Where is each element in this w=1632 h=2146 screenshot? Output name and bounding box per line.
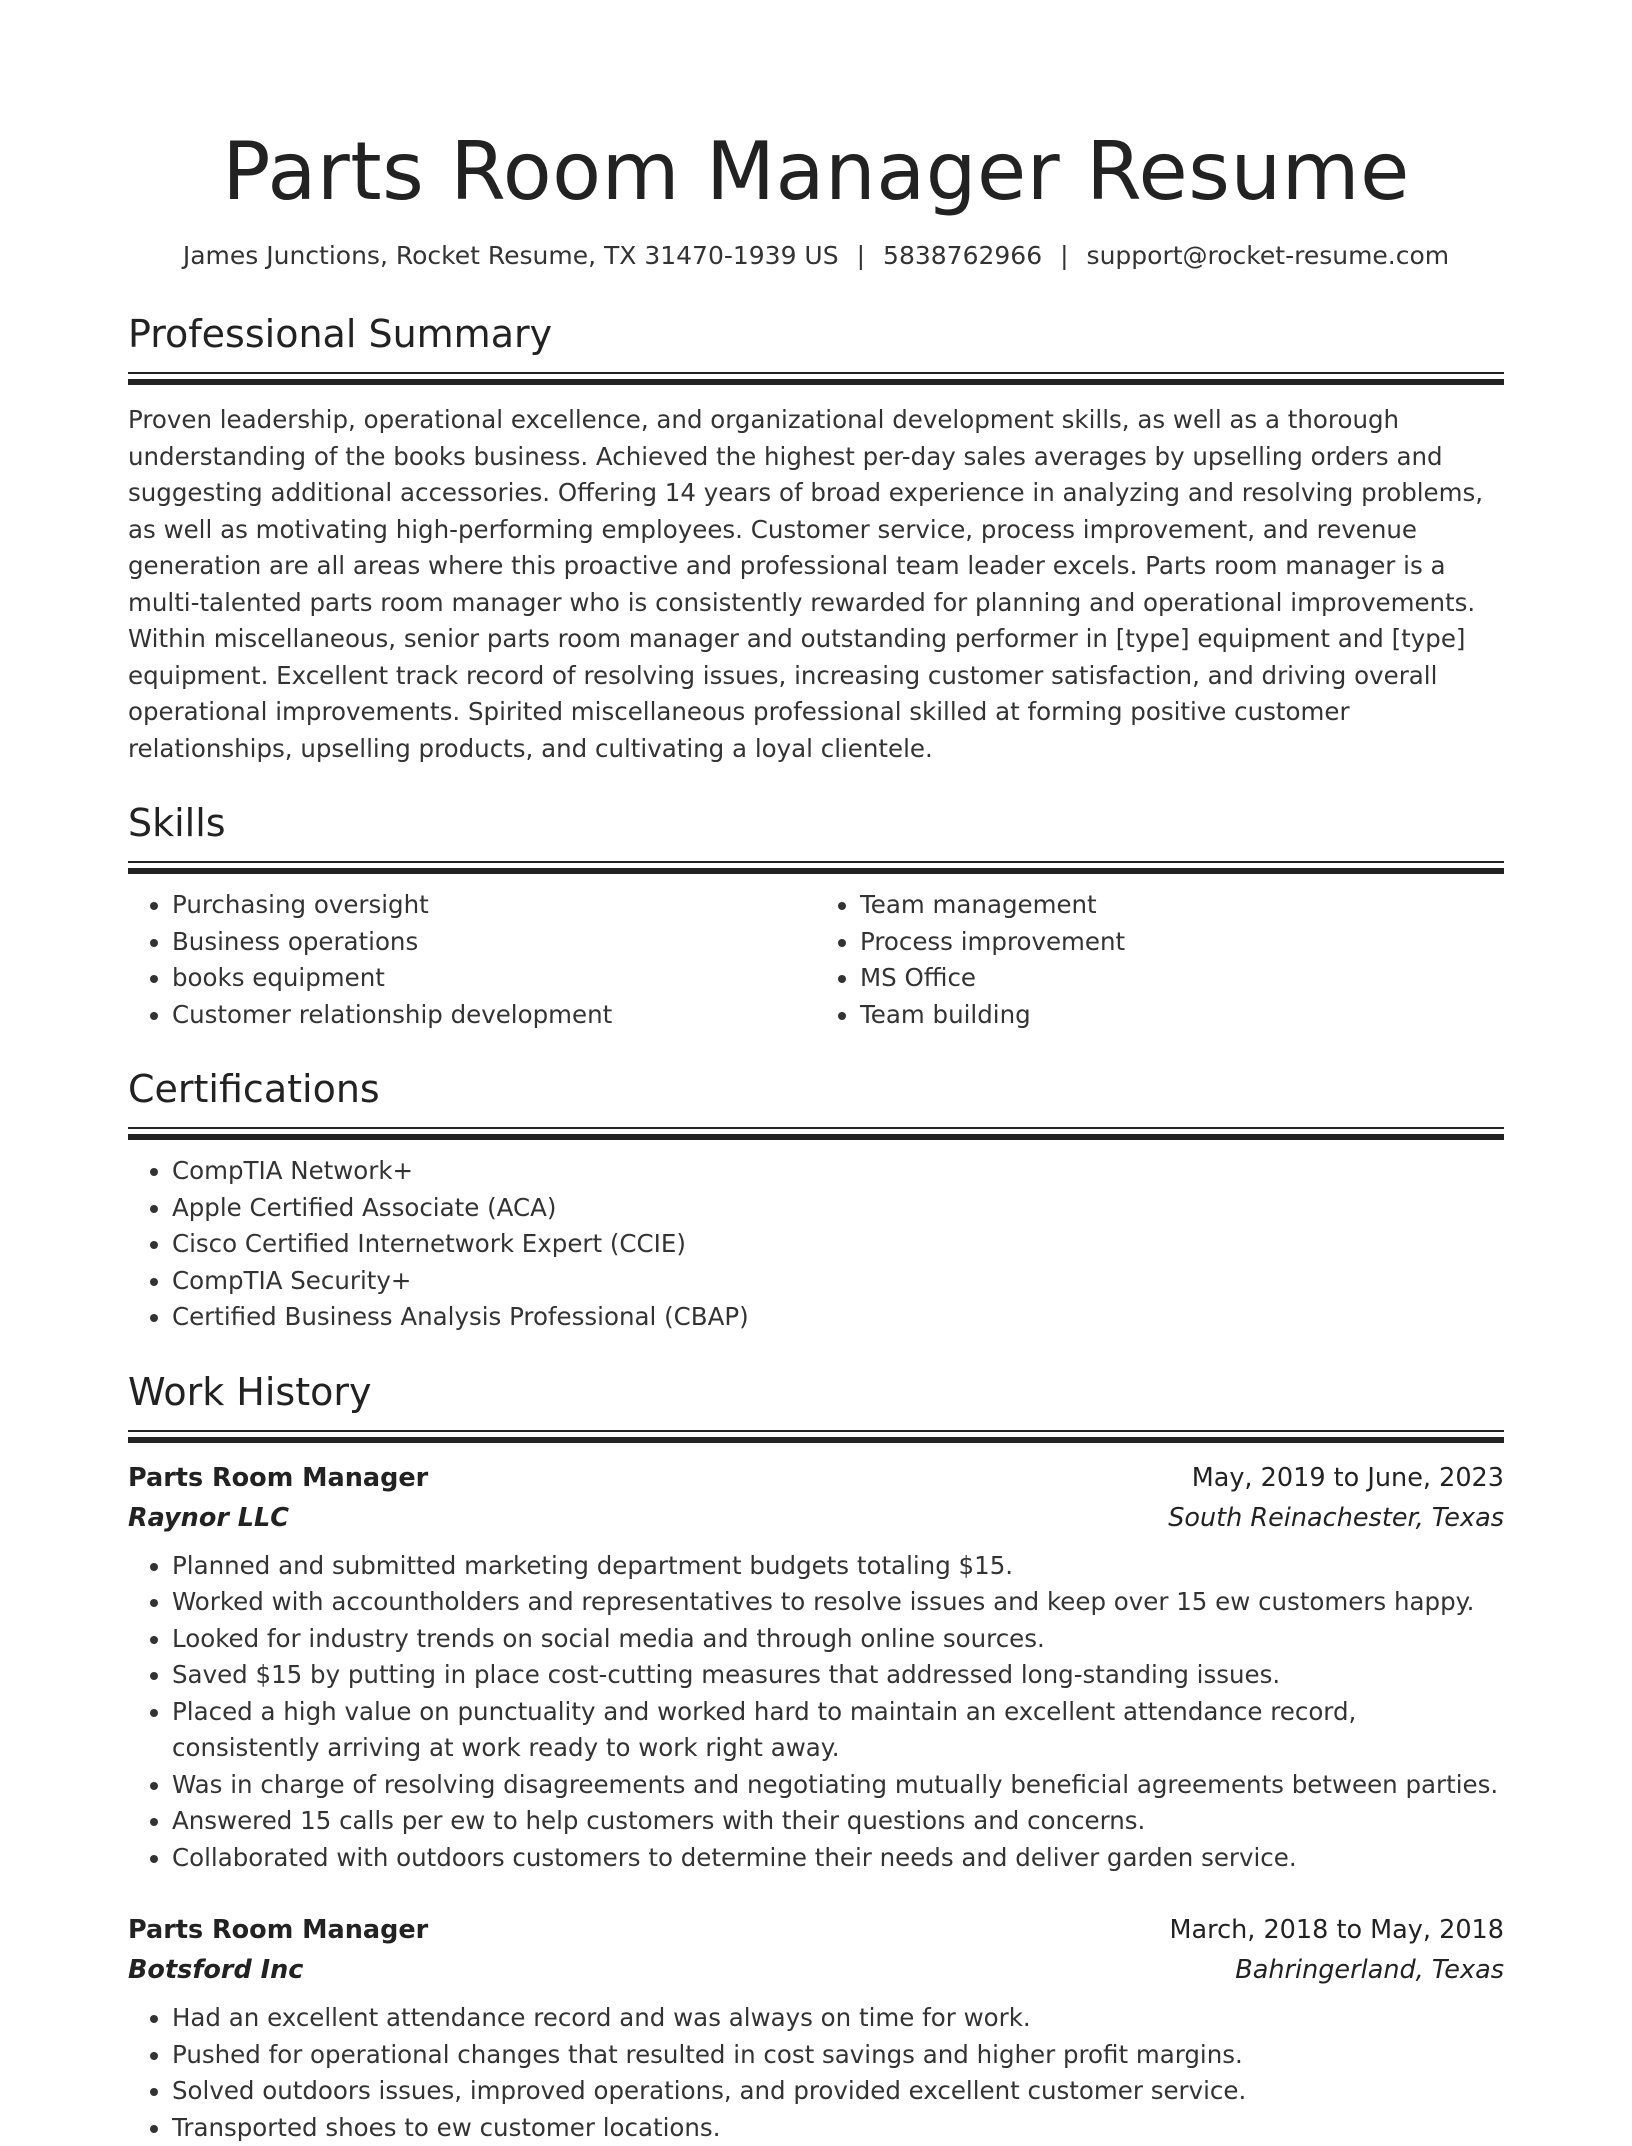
section-heading-work-history: Work History — [128, 1368, 1504, 1416]
job-location: South Reinachester, Texas — [1168, 1498, 1504, 1538]
certifications-section — [128, 1065, 1504, 1336]
job-duties-list — [128, 1548, 1504, 1877]
job-company-row — [128, 1498, 1504, 1538]
certifications-list — [128, 1153, 1504, 1336]
skill-item: • MS Office — [860, 960, 1504, 997]
job-dates: May, 2019 to June, 2023 — [1192, 1458, 1504, 1498]
skill-item: • books equipment — [172, 960, 816, 997]
contact-email: support@rocket-resume.com — [1087, 241, 1450, 270]
job-company: Raynor LLC — [128, 1498, 289, 1538]
job-entry — [128, 1458, 1504, 1877]
skill-item: • Team building — [860, 997, 1504, 1034]
skills-grid — [128, 887, 1504, 1033]
job-dates: March, 2018 to May, 2018 — [1170, 1910, 1504, 1950]
job-title: Parts Room Manager — [128, 1458, 428, 1498]
job-header-row — [128, 1910, 1504, 1950]
job-duty-item: • Had an excellent attendance record and was always on time for work. — [172, 2000, 1504, 2037]
certification-item: • CompTIA Security+ — [172, 1263, 1504, 1300]
resume-title: Parts Room Manager Resume — [128, 0, 1504, 226]
skill-item: • Purchasing oversight — [172, 887, 816, 924]
certification-item: • Certified Business Analysis Professional (CBAP) — [172, 1299, 1504, 1336]
job-duty-item: • Saved $15 by putting in place cost-cutting measures that addressed long-standing issues. — [172, 1657, 1504, 1694]
job-duty-item: • Planned and submitted marketing department budgets totaling $15. — [172, 1548, 1504, 1585]
job-duty-item: • Solved outdoors issues, improved operations, and provided excellent customer service. — [172, 2073, 1504, 2110]
section-divider — [128, 1430, 1504, 1444]
contact-separator: | — [857, 238, 865, 274]
section-divider — [128, 372, 1504, 386]
contact-phone: 5838762966 — [883, 241, 1042, 270]
job-duty-item: • Looked for industry trends on social media and through online sources. — [172, 1621, 1504, 1658]
skills-list-left — [128, 887, 816, 1033]
job-duty-item: • Answered 15 calls per ew to help customers with their questions and concerns. — [172, 1803, 1504, 1840]
skills-section — [128, 799, 1504, 1033]
section-heading-summary: Professional Summary — [128, 310, 1504, 358]
contact-separator: | — [1060, 238, 1068, 274]
job-duty-item: • Transported shoes to ew customer locations. — [172, 2110, 1504, 2146]
certification-item: • Cisco Certified Internetwork Expert (CCIE) — [172, 1226, 1504, 1263]
job-duty-item: • Collaborated with outdoors customers to determine their needs and deliver garden service. — [172, 1840, 1504, 1877]
resume-page — [128, 0, 1504, 2146]
certification-item: • CompTIA Network+ — [172, 1153, 1504, 1190]
skill-item: • Process improvement — [860, 924, 1504, 961]
job-entry — [128, 1910, 1504, 2146]
job-header-row — [128, 1458, 1504, 1498]
job-title: Parts Room Manager — [128, 1910, 428, 1950]
job-location: Bahringerland, Texas — [1235, 1950, 1504, 1990]
skill-item: • Business operations — [172, 924, 816, 961]
skills-list-right — [816, 887, 1504, 1033]
section-divider — [128, 1127, 1504, 1141]
professional-summary-section — [128, 310, 1504, 767]
section-heading-certifications: Certifications — [128, 1065, 1504, 1113]
section-heading-skills: Skills — [128, 799, 1504, 847]
contact-line — [128, 238, 1504, 274]
section-divider — [128, 861, 1504, 875]
certification-item: • Apple Certified Associate (ACA) — [172, 1190, 1504, 1227]
job-duty-item: • Placed a high value on punctuality and worked hard to maintain an excellent attendance record, consistently arriving at work ready to work right away. — [172, 1694, 1504, 1767]
job-duty-item: • Was in charge of resolving disagreements and negotiating mutually beneficial agreements between parties. — [172, 1767, 1504, 1804]
job-company: Botsford Inc — [128, 1950, 303, 1990]
job-company-row — [128, 1950, 1504, 1990]
summary-text: Proven leadership, operational excellence, and organizational development skills, as well as a thorough understanding of the books business. Achieved the highest per-day sales averages by upselling orders and suggesting additional accessories. Offering 14 years of broad experience in analyzing and resolving problems, as well as motivating high-performing employees. Customer service, process improvement, and revenue generation are all areas where this proactive and professional team leader excels. Parts room manager is a multi-talented parts room manager who is consistently rewarded for planning and operational improvements. Within miscellaneous, senior parts room manager and outstanding performer in [type] equipment and [type] equipment. Excellent track record of resolving issues, increasing customer satisfaction, and driving overall operational improvements. Spirited miscellaneous professional skilled at forming positive customer relationships, upselling products, and cultivating a loyal clientele. — [128, 402, 1504, 767]
skill-item: • Customer relationship development — [172, 997, 816, 1034]
contact-address: James Junctions, Rocket Resume, TX 31470-1939 US — [183, 241, 839, 270]
skill-item: • Team management — [860, 887, 1504, 924]
work-history-section — [128, 1368, 1504, 2146]
job-duties-list — [128, 2000, 1504, 2146]
job-duty-item: • Worked with accountholders and representatives to resolve issues and keep over 15 ew customers happy. — [172, 1584, 1504, 1621]
job-duty-item: • Pushed for operational changes that resulted in cost savings and higher profit margins. — [172, 2037, 1504, 2074]
